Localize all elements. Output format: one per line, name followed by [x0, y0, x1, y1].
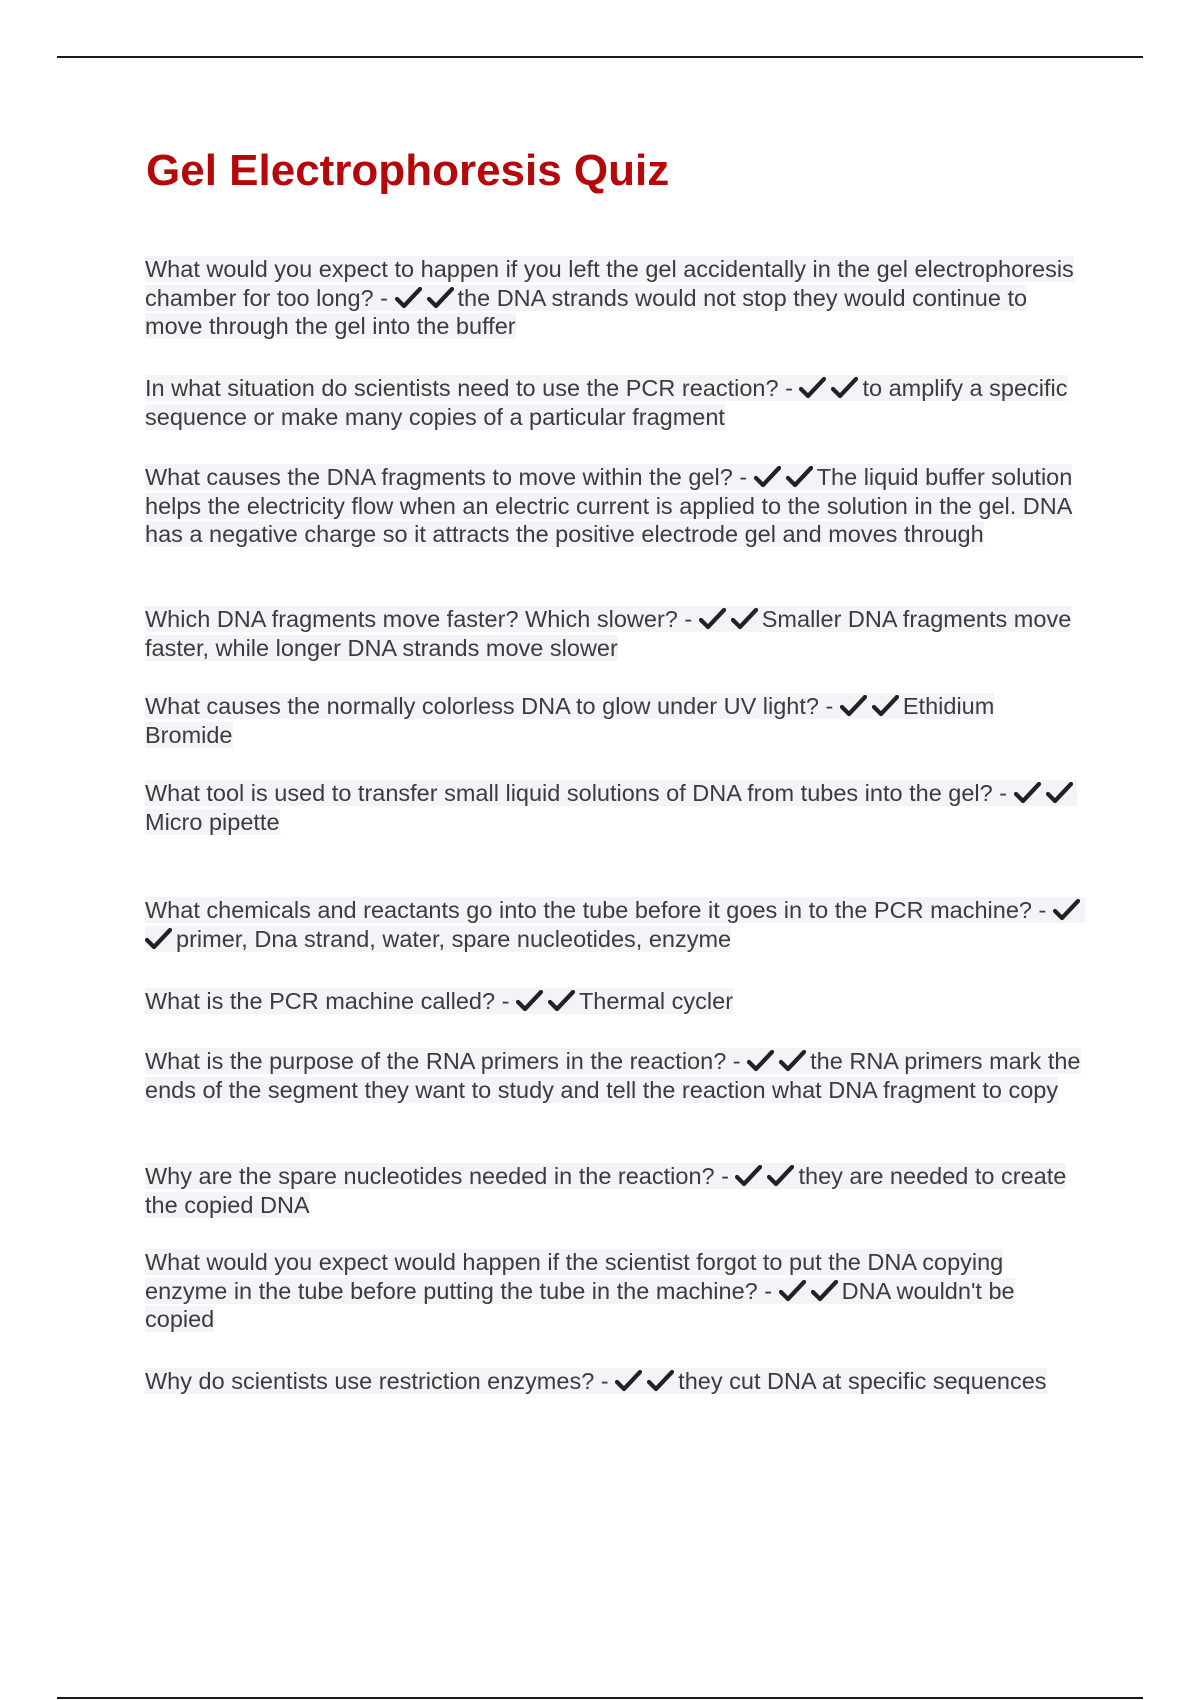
separator: -	[992, 780, 1014, 806]
question-text: What would you expect would happen if the scientist forgot to put the DNA copying enzyme in the tube before putting the tube in the machine?	[145, 1249, 1004, 1304]
check-icon	[786, 466, 813, 488]
separator: -	[757, 1277, 779, 1304]
qa-item	[145, 374, 1085, 431]
top-rule	[57, 56, 1143, 58]
question-text: In what situation do scientists need to use the PCR reaction?	[145, 375, 779, 401]
check-icon	[831, 377, 858, 399]
qa-item	[145, 896, 1085, 953]
answer-text: they cut DNA at specific sequences	[678, 1368, 1047, 1394]
answer-text: the RNA primers mark the ends of the segment they want to study and tell the reaction what DNA fragment to copy	[145, 1048, 1081, 1103]
separator: -	[1031, 897, 1053, 923]
qa-item	[145, 779, 1085, 836]
answer-text: DNA wouldn't be copied	[145, 1277, 1015, 1332]
qa-item	[145, 1162, 1085, 1219]
separator: -	[495, 988, 516, 1014]
question-text: Why do scientists use restriction enzymes?	[145, 1368, 595, 1394]
answer-text: the DNA strands would not stop they would continue to move through the gel into the buffer	[145, 284, 1028, 339]
check-icon	[799, 377, 826, 399]
separator: -	[818, 693, 840, 719]
answer-text: Micro pipette	[145, 808, 280, 835]
check-icon	[427, 287, 454, 309]
check-icon	[840, 695, 867, 717]
bottom-rule	[57, 1697, 1143, 1699]
question-text: What chemicals and reactants go into the tube before it goes in to the PCR machine?	[145, 897, 1032, 923]
separator: -	[726, 1048, 748, 1074]
question-text: What is the purpose of the RNA primers in the reaction?	[145, 1048, 727, 1074]
separator: -	[594, 1368, 616, 1394]
check-icon	[615, 1370, 642, 1392]
check-icon	[767, 1165, 794, 1187]
check-icon	[811, 1280, 838, 1302]
qa-item	[145, 463, 1085, 549]
qa-item	[145, 605, 1085, 662]
check-icon	[647, 1370, 674, 1392]
answer-text: primer, Dna strand, water, spare nucleotides, enzyme	[176, 925, 732, 952]
answer-text: The liquid buffer solution helps the electricity flow when an electric current is applied to the solution in the gel. DNA has a negative charge so it attracts the positive electrode gel and moves through	[145, 464, 1073, 547]
check-icon	[779, 1050, 806, 1072]
check-icon	[872, 695, 899, 717]
qa-item	[145, 692, 1085, 749]
separator: -	[732, 464, 754, 490]
check-icon	[516, 990, 543, 1012]
question-text: What causes the DNA fragments to move within the gel?	[145, 464, 733, 490]
check-icon	[1053, 899, 1080, 921]
page-title: Gel Electrophoresis Quiz	[146, 146, 670, 195]
check-icon	[754, 466, 781, 488]
qa-item	[145, 1047, 1085, 1104]
question-text: Why are the spare nucleotides needed in the reaction?	[145, 1163, 715, 1189]
qa-item	[145, 987, 1085, 1016]
answer-text: Smaller DNA fragments move faster, while longer DNA strands move slower	[145, 606, 1072, 661]
answer-text: they are needed to create the copied DNA	[145, 1163, 1067, 1218]
separator: -	[677, 606, 699, 632]
check-icon	[395, 287, 422, 309]
question-text: What causes the normally colorless DNA to glow under UV light?	[145, 693, 819, 719]
answer-text: to amplify a specific sequence or make many copies of a particular fragment	[145, 375, 1068, 430]
question-text: Which DNA fragments move faster? Which slower?	[145, 606, 678, 632]
check-icon	[1046, 782, 1073, 804]
check-icon	[145, 928, 172, 950]
check-icon	[731, 608, 758, 630]
check-icon	[735, 1165, 762, 1187]
check-icon	[779, 1280, 806, 1302]
separator: -	[373, 284, 395, 311]
answer-text: Thermal cycler	[578, 988, 734, 1014]
separator: -	[778, 375, 800, 401]
question-text: What would you expect to happen if you left the gel accidentally in the gel electrophoresis chamber for too long?	[145, 256, 1074, 311]
question-text: What is the PCR machine called?	[145, 988, 496, 1014]
qa-item	[145, 1367, 1085, 1396]
check-icon	[747, 1050, 774, 1072]
qa-item	[145, 255, 1085, 341]
check-icon	[1014, 782, 1041, 804]
check-icon	[699, 608, 726, 630]
question-text: What tool is used to transfer small liquid solutions of DNA from tubes into the gel?	[145, 780, 993, 806]
answer-text: Ethidium Bromide	[145, 693, 995, 748]
separator: -	[714, 1163, 736, 1189]
check-icon	[548, 990, 575, 1012]
qa-item	[145, 1248, 1085, 1334]
